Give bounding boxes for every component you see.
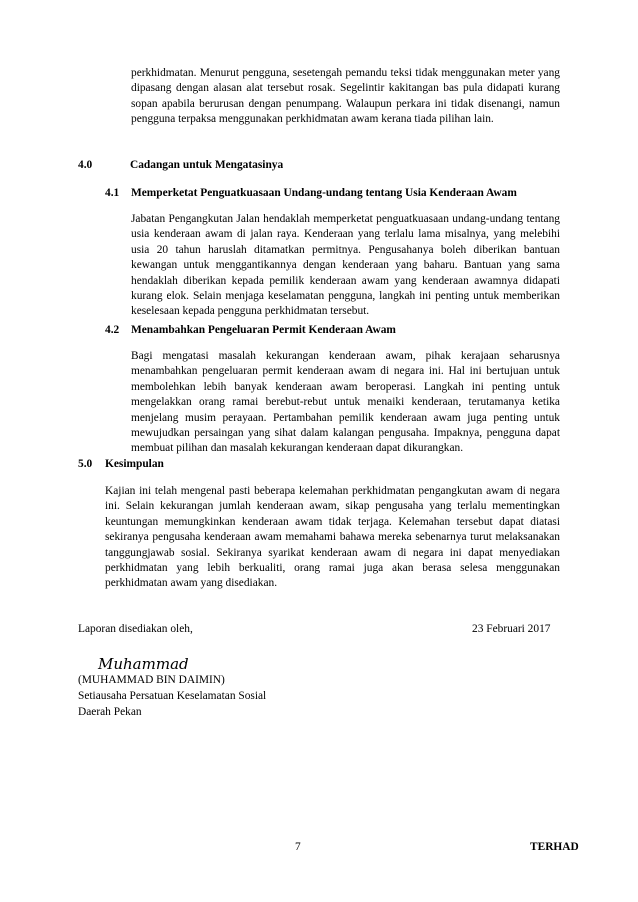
- signatory-place: Daerah Pekan: [78, 706, 142, 718]
- section-4-2-heading: [105, 323, 396, 338]
- section-4-title: Cadangan untuk Mengatasinya: [130, 159, 284, 171]
- signatory-name: (MUHAMMAD BIN DAIMIN): [78, 674, 225, 686]
- signatory-position: Setiausaha Persatuan Keselamatan Sosial: [78, 690, 267, 702]
- section-5-number: 5.0: [78, 458, 93, 470]
- section-5-title: Kesimpulan: [105, 458, 164, 470]
- section-5-body: Kajian ini telah mengenal pasti beberapa kelemahan perkhidmatan pengangkutan awam di negara ini. Selain kekurangan jumlah kenderaan awam, sikap pengusaha yang terlalu mementingkan keuntungan memungkinkan kenderaan awam tidak terjaga. Kelemahan tersebut dapat diatasi sekiranya pengusaha kenderaan awam memahami bahawa mereka sebenarnya turut melaksanakan tanggungjawab sosial. Sekiranya syarikat kenderaan awam di negara ini dapat menyediakan perkhidmatan yang lebih berkualiti, orang ramai juga akan berasa selesa menggunakan perkhidmatan awam yang disediakan.: [105, 485, 560, 590]
- signature: Muhammad: [98, 655, 189, 673]
- section-5-heading: [78, 457, 164, 472]
- section-4-1-heading: [105, 186, 517, 201]
- section-4-2-number: 4.2: [105, 324, 120, 336]
- section-4-2-body: Bagi mengatasi masalah kekurangan kenderaan awam, pihak kerajaan seharusnya menambahkan pengeluaran permit kenderaan awam di negara ini. Hal ini bertujuan untuk membolehkan lebih banyak kenderaan awam beroperasi. Langkah ini penting untuk mengelakkan orang ramai berebut-rebut untuk menaiki kenderaan, terutamanya ketika menjelang musim perayaan. Pertambahan pemilik kenderaan awam juga penting untuk mewujudkan persaingan yang sihat dalam kalangan pengusaha. Impaknya, pengguna dapat membuat pilihan dan masalah kekurangan kenderaan dapat dikurangkan.: [131, 350, 560, 455]
- section-4-1-title: Memperketat Penguatkuasaan Undang-undang tentang Usia Kenderaan Awam: [131, 187, 517, 199]
- classification-label: TERHAD: [530, 841, 579, 853]
- section-4-2-title: Menambahkan Pengeluaran Permit Kenderaan Awam: [131, 324, 396, 336]
- section-4-number: 4.0: [78, 159, 93, 171]
- section-4-1-number: 4.1: [105, 187, 120, 199]
- section-4-1-body: Jabatan Pengangkutan Jalan hendaklah memperketat penguatkuasaan undang-undang tentang usia kenderaan awam di jalan raya. Kenderaan yang terlalu lama misalnya, yang melebihi usia 20 tahun haruslah ditamatkan permitnya. Pengusahanya boleh diberikan bantuan kewangan untuk menggantikannya dengan kenderaan yang baharu. Bantuan yang sama hendaklah diberikan kepada pemilik kenderaan awam yang kenderaan awamnya didapati kurang elok. Selain menjaga keselamatan pengguna, langkah ini penting untuk memberikan keselesaan kepada pengguna perkhidmatan tersebut.: [131, 213, 560, 318]
- prepared-by-label: Laporan disediakan oleh,: [78, 623, 193, 635]
- page-number: 7: [295, 841, 301, 853]
- intro-paragraph: perkhidmatan. Menurut pengguna, sesetengah pemandu teksi tidak menggunakan meter yang dipasang dengan alasan alat tersebut rosak. Segelintir kakitangan bas pula didapati kurang sopan apabila berurusan dengan penumpang. Walaupun perkara ini tidak disenangi, namun pengguna terpaksa menggunakan perkhidmatan awam kerana tiada pilihan lain.: [131, 67, 560, 126]
- report-date: 23 Februari 2017: [472, 623, 551, 635]
- section-4-heading: [78, 158, 283, 173]
